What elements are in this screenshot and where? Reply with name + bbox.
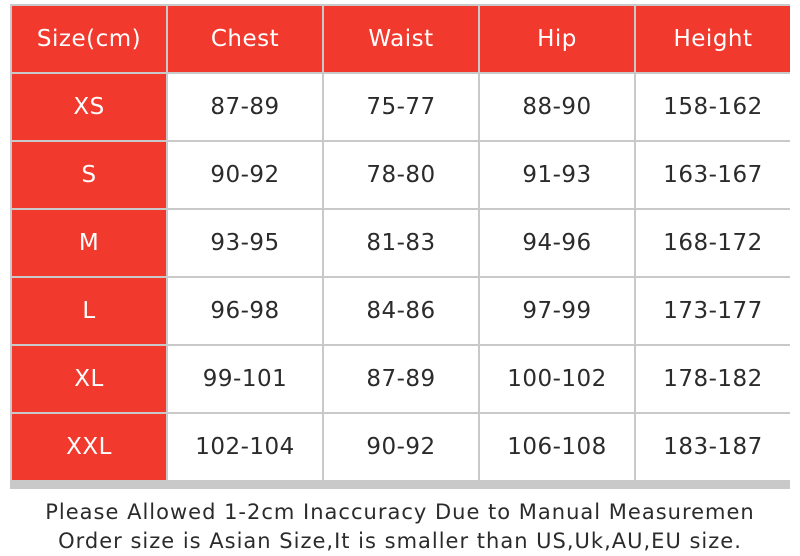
hip-value: 97-99	[480, 278, 634, 344]
height-value: 163-167	[636, 142, 790, 208]
header-waist: Waist	[324, 6, 478, 72]
waist-value: 75-77	[324, 74, 478, 140]
waist-value: 90-92	[324, 414, 478, 480]
asian-size-note: Order size is Asian Size,It is smaller than US,Uk,AU,EU size.	[58, 529, 742, 553]
measurement-note: Please Allowed 1-2cm Inaccuracy Due to Manual Measuremen	[45, 500, 755, 524]
size-label: L	[12, 278, 166, 344]
chest-value: 99-101	[168, 346, 322, 412]
hip-value: 88-90	[480, 74, 634, 140]
waist-value: 81-83	[324, 210, 478, 276]
header-height: Height	[636, 6, 790, 72]
size-label: XXL	[12, 414, 166, 480]
header-size: Size(cm)	[12, 6, 166, 72]
chest-value: 90-92	[168, 142, 322, 208]
height-value: 158-162	[636, 74, 790, 140]
hip-value: 106-108	[480, 414, 634, 480]
size-label: S	[12, 142, 166, 208]
header-chest: Chest	[168, 6, 322, 72]
waist-value: 84-86	[324, 278, 478, 344]
height-value: 178-182	[636, 346, 790, 412]
size-label: M	[12, 210, 166, 276]
chest-value: 93-95	[168, 210, 322, 276]
chest-value: 96-98	[168, 278, 322, 344]
hip-value: 91-93	[480, 142, 634, 208]
height-value: 183-187	[636, 414, 790, 480]
header-hip: Hip	[480, 6, 634, 72]
size-label: XS	[12, 74, 166, 140]
size-label: XL	[12, 346, 166, 412]
height-value: 173-177	[636, 278, 790, 344]
waist-value: 78-80	[324, 142, 478, 208]
chest-value: 102-104	[168, 414, 322, 480]
hip-value: 94-96	[480, 210, 634, 276]
chest-value: 87-89	[168, 74, 322, 140]
waist-value: 87-89	[324, 346, 478, 412]
hip-value: 100-102	[480, 346, 634, 412]
size-chart-table	[10, 4, 790, 489]
height-value: 168-172	[636, 210, 790, 276]
